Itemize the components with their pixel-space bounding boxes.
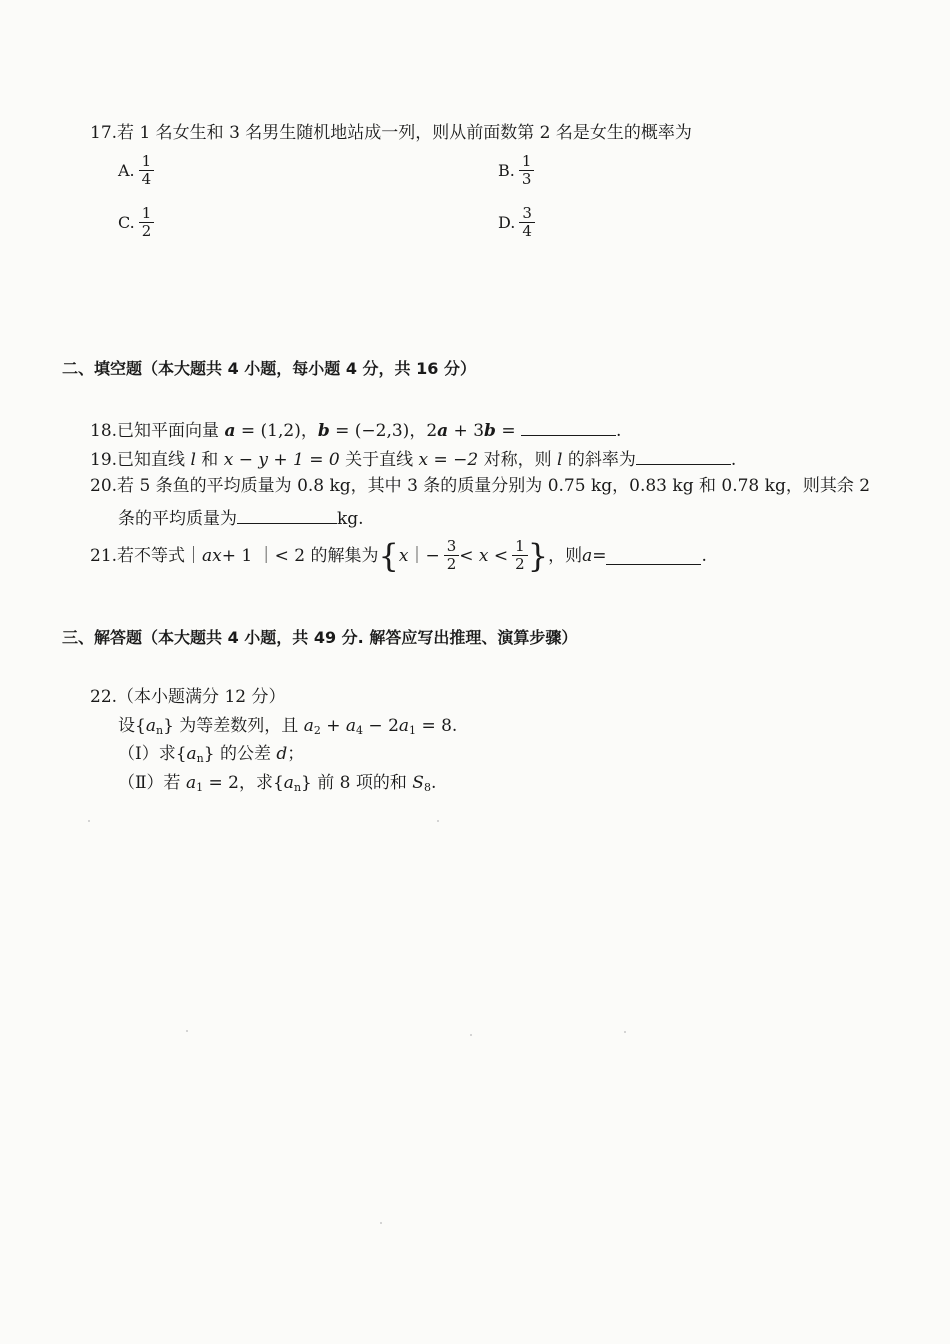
- section-3-title: 三、解答题（本大题共 4 小题，共 49 分. 解答应写出推理、演算步骤）: [62, 628, 578, 647]
- section-2-title: 二、填空题（本大题共 4 小题，每小题 4 分，共 16 分）: [62, 359, 476, 378]
- left-brace: {: [378, 536, 399, 575]
- answer-blank-18[interactable]: [521, 417, 616, 436]
- option-b: B. $\frac{1}{3}$: [498, 153, 534, 188]
- question-19: 19.已知直线 l 和 x − y + 1 = 0 关于直线 x = −2 对称，则 l 的斜率为 .: [90, 446, 736, 471]
- question-17-stem: 17.若 1 名女生和 3 名男生随机地站成一列，则从前面数第 2 名是女生的概率为: [90, 123, 692, 143]
- question-18: 18.已知平面向量 a = (1,2)，b = (−2,3)，2a + 3b = .: [90, 417, 621, 442]
- question-22-header: 22.（本小题满分 12 分）: [90, 687, 286, 707]
- fraction-3-2: $\frac{3}{2}$: [444, 538, 460, 573]
- question-20-line2: 条的平均质量为 kg.: [118, 505, 364, 530]
- option-d: D. $\frac{3}{4}$: [498, 205, 535, 240]
- scan-speck: [88, 820, 90, 822]
- scan-speck: [186, 1030, 188, 1032]
- option-c: C. $\frac{1}{2}$: [118, 205, 154, 240]
- question-22-part1: （Ⅰ）求$\{a_n\}$ 的公差 d；: [118, 744, 305, 765]
- scan-speck: [380, 1222, 382, 1224]
- scan-speck: [470, 1034, 472, 1036]
- question-21: 21.若不等式｜ ax + 1 ｜< 2 的解集为 { x ｜− $\frac{3}{2}$ < x < $\frac{1}{2}$ } ，则 a = .: [90, 536, 707, 575]
- answer-blank-19[interactable]: [636, 446, 731, 465]
- fraction-1-2: $\frac{1}{2}$: [512, 538, 528, 573]
- answer-blank-21[interactable]: [606, 546, 701, 565]
- option-d-fraction: $\frac{3}{4}$: [519, 205, 535, 240]
- question-22-line1: 设$\{a_n\}$ 为等差数列，且 $a_2 + a_4 - 2a_1 = 8$.: [118, 716, 458, 737]
- scan-speck: [437, 820, 439, 822]
- question-22-part2: （Ⅱ）若 $a_1 = 2$，求$\{a_n\}$ 前 8 项的和 $S_8$.: [118, 773, 437, 794]
- answer-blank-20[interactable]: [237, 505, 337, 524]
- scan-speck: [624, 1031, 626, 1033]
- question-20-line1: 20.若 5 条鱼的平均质量为 0.8 kg，其中 3 条的质量分别为 0.75 kg，0.83 kg 和 0.78 kg，则其余 2: [90, 476, 871, 496]
- option-c-fraction: $\frac{1}{2}$: [139, 205, 155, 240]
- option-a: A. $\frac{1}{4}$: [118, 153, 154, 188]
- option-a-fraction: $\frac{1}{4}$: [139, 153, 155, 188]
- option-b-fraction: $\frac{1}{3}$: [519, 153, 535, 188]
- right-brace: }: [527, 536, 549, 575]
